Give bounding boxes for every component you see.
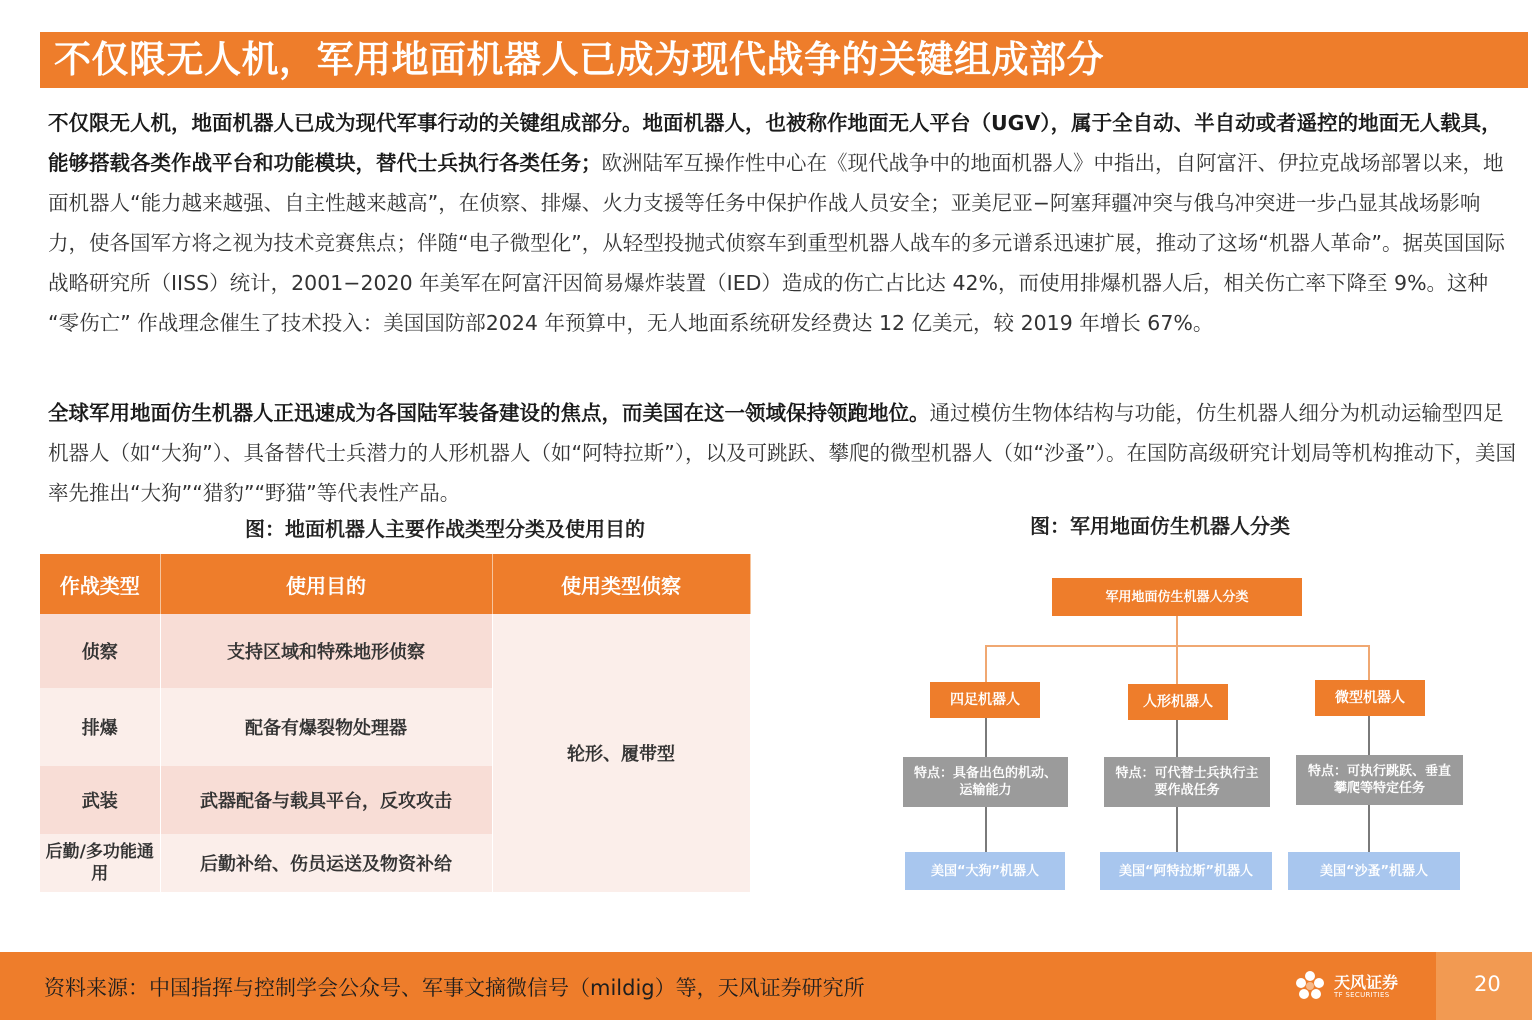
cell-type: 后勤/多功能通用 <box>40 834 160 892</box>
figure-caption-chart: 图：军用地面仿生机器人分类 <box>1030 514 1290 538</box>
company-logo <box>1290 966 1410 1006</box>
connector-line <box>1368 645 1370 681</box>
cell-type: 侦察 <box>40 614 160 688</box>
footer-bar <box>0 952 1532 1020</box>
bionic-robot-org-chart <box>890 575 1490 905</box>
paragraph-body: 欧洲陆军互操作性中心在《现代战争中的地面机器人》中指出，自阿富汗、伊拉克战场部署以来，地面机器人“能力越来越强、自主性越来越高”，在侦察、排爆、火力支援等任务中保护作战人员安全；亚美尼亚−阿塞拜疆冲突与俄乌冲突进一步凸显其战场影响力，使各国军方将之视为技术竞赛焦点；伴随“电子微型化”，从轻型投抛式侦察车到重型机器人战车的多元谱系迅速扩展，推动了这场“机器人革命”。据英国国际战略研究所（IISS）统计，2001−2020 年美军在阿富汗因简易爆炸装置（IED）造成的伤亡占比达 42%，而使用排爆机器人后，相关伤亡率下降至 9%。这种 “零伤亡” 作战理念催生了技术投入：美国国防部2024 年预算中，无人地面系统研发经费达 12 亿美元，较 2019 年增长 67%。 <box>48 151 1505 335</box>
cell-purpose: 支持区域和特殊地形侦察 <box>160 614 492 688</box>
paragraph-body: 通过模仿生物体结构与功能，仿生机器人细分为机动运输型四足机器人（如“大狗”）、具备替代士兵潜力的人形机器人（如“阿特拉斯”），以及可跳跃、攀爬的微型机器人（如“沙蚤”）。在国防高级研究计划局等机构推动下，美国率先推出“大狗”“猎豹”“野猫”等代表性产品。 <box>48 401 1516 505</box>
connector-line <box>1176 645 1178 685</box>
example-node-sandflea: 美国“沙蚤”机器人 <box>1288 852 1460 890</box>
cell-purpose: 武器配备与载具平台，反攻攻击 <box>160 766 492 834</box>
paragraph-ugv-overview <box>48 103 1518 343</box>
feature-node-humanoid: 特点：可代替士兵执行主要作战任务 <box>1104 757 1270 807</box>
cell-purpose: 配备有爆裂物处理器 <box>160 688 492 766</box>
column-header-purpose: 使用目的 <box>160 554 492 614</box>
column-header-usage: 使用类型侦察 <box>492 554 750 614</box>
example-node-bigdog: 美国“大狗”机器人 <box>905 852 1065 890</box>
logo-name: 天风证券 <box>1334 973 1399 992</box>
feature-node-micro: 特点：可执行跳跃、垂直攀爬等特定任务 <box>1296 755 1463 805</box>
feature-node-quadruped: 特点：具备出色的机动、运输能力 <box>903 757 1068 807</box>
category-node-humanoid: 人形机器人 <box>1128 684 1228 720</box>
combat-type-table <box>40 554 751 892</box>
cell-type: 武装 <box>40 766 160 834</box>
title-bar <box>40 32 1528 88</box>
table-header-row <box>40 554 750 614</box>
category-node-micro: 微型机器人 <box>1315 680 1425 716</box>
paragraph-lead: 全球军用地面仿生机器人正迅速成为各国陆军装备建设的焦点，而美国在这一领域保持领跑地位。 <box>48 401 930 425</box>
page-title: 不仅限无人机，军用地面机器人已成为现代战争的关键组成部分 <box>54 38 1104 81</box>
example-node-atlas: 美国“阿特拉斯”机器人 <box>1100 852 1272 890</box>
logo-subtitle: TF SECURITIES <box>1334 991 1390 999</box>
cell-purpose: 后勤补给、伤员运送及物资补给 <box>160 834 492 892</box>
paragraph-bionic-robots <box>48 393 1518 513</box>
table-row <box>40 614 750 688</box>
connector-line <box>1176 615 1178 645</box>
cell-type: 排爆 <box>40 688 160 766</box>
flower-logo-icon <box>1290 966 1330 1006</box>
column-header-type: 作战类型 <box>40 554 160 614</box>
page-number: 20 <box>1474 972 1501 996</box>
page-number-box <box>1436 952 1532 1020</box>
category-node-quadruped: 四足机器人 <box>930 682 1040 718</box>
chart-root-node: 军用地面仿生机器人分类 <box>1052 578 1302 616</box>
connector-line <box>985 645 987 683</box>
cell-usage-merged: 轮形、履带型 <box>492 614 750 892</box>
figure-caption-table: 图：地面机器人主要作战类型分类及使用目的 <box>245 517 645 541</box>
source-note: 资料来源：中国指挥与控制学会公众号、军事文摘微信号（mildig）等，天风证券研究所 <box>44 976 865 1000</box>
paragraph-lead: 不仅限无人机，地面机器人已成为现代军事行动的关键组成部分。地面机器人，也被称作地面无人平台（UGV），属于全自动、半自动或者遥控的地面无人载具，能够搭载各类作战平台和功能模块，替代士兵执行各类任务； <box>48 111 1502 175</box>
